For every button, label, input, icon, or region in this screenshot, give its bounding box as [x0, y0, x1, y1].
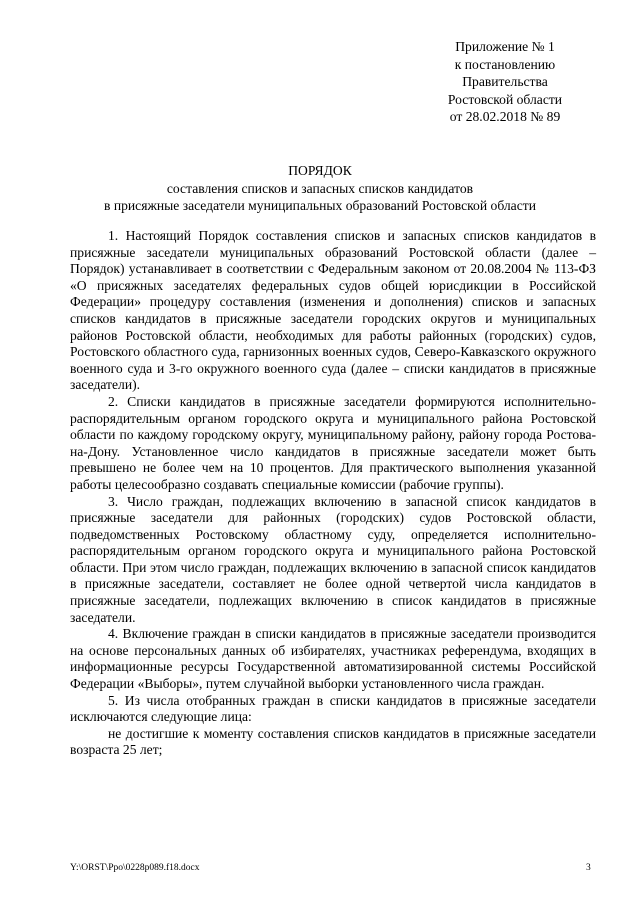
- document-body: [70, 228, 596, 759]
- title-heading: ПОРЯДОК: [288, 163, 352, 178]
- footer-file-path: Y:\ORST\Ppo\0228p089.f18.docx: [70, 863, 200, 873]
- title-subtitle-1: составления списков и запасных списков кандидатов: [166, 180, 474, 196]
- appendix-line-1: Приложение № 1: [455, 39, 555, 54]
- appendix-block: [400, 38, 610, 126]
- paragraph-1: 1. Настоящий Порядок составления списков и запасных списков кандидатов в присяжные заседатели муниципальных образований Ростовской области (далее – Порядок) устанавливает в соответствии с Федеральным законом от 20.08.2004 № 113-ФЗ «О присяжных заседателях федеральных судов общей юрисдикции в Российской Федерации» процедуру составления (изменения и дополнения) списков и запасных списков кандидатов в присяжные заседатели городских округов и муниципальных районов Ростовской области, необходимых для работы районных (городских) судов, Ростовского областного суда, гарнизонных военных судов, Северо-Кавказского окружного военного суда и 3-го окружного военного суда (далее – списки кандидатов в присяжные заседатели).: [70, 228, 596, 393]
- paragraph-5: 5. Из числа отобранных граждан в списки кандидатов в присяжные заседатели исключаются следующие лица:: [70, 692, 596, 725]
- appendix-line-4: Ростовской области: [447, 91, 563, 107]
- paragraph-6: не достигшие к моменту составления списков кандидатов в присяжные заседатели возраста 25 лет;: [70, 725, 596, 758]
- document-title: [40, 162, 600, 215]
- appendix-line-5: от 28.02.2018 № 89: [449, 109, 561, 125]
- appendix-line-2: к постановлению: [454, 56, 556, 72]
- paragraph-2: 2. Списки кандидатов в присяжные заседатели формируются исполнительно-распорядительным органом городского округа и муниципального района Ростовской области по каждому городскому округу, муниципальному району, району города Ростова-на-Дону. Установленное число кандидатов в присяжные заседатели может быть превышено не более чем на 10 процентов. Для практического выполнения указанной работы целесообразно создавать специальные комиссии (рабочие группы).: [70, 393, 596, 492]
- paragraph-3: 3. Число граждан, подлежащих включению в запасной список кандидатов в присяжные заседатели для районных (городских) судов Ростовской области, подведомственных Ростовскому областному суду, определяется исполнительно-распорядительным органом городского округа и муниципального района Ростовской области. При этом число граждан, подлежащих включению в запасной список кандидатов в присяжные заседатели, составляет не более одной четвертой числа кандидатов в присяжные заседатели, подлежащих включению в список кандидатов в присяжные заседатели.: [70, 493, 596, 625]
- paragraph-4: 4. Включение граждан в списки кандидатов в присяжные заседатели производится на основе персональных данных об избирателях, участниках референдума, входящих в информационные ресурсы Государственной автоматизированной системы Российской Федерации «Выборы», путем случайной выборки установленного числа граждан.: [70, 626, 596, 692]
- title-subtitle-2: в присяжные заседатели муниципальных образований Ростовской области: [104, 198, 536, 214]
- footer-page-number: 3: [586, 863, 591, 873]
- appendix-line-3: Правительства: [462, 74, 548, 90]
